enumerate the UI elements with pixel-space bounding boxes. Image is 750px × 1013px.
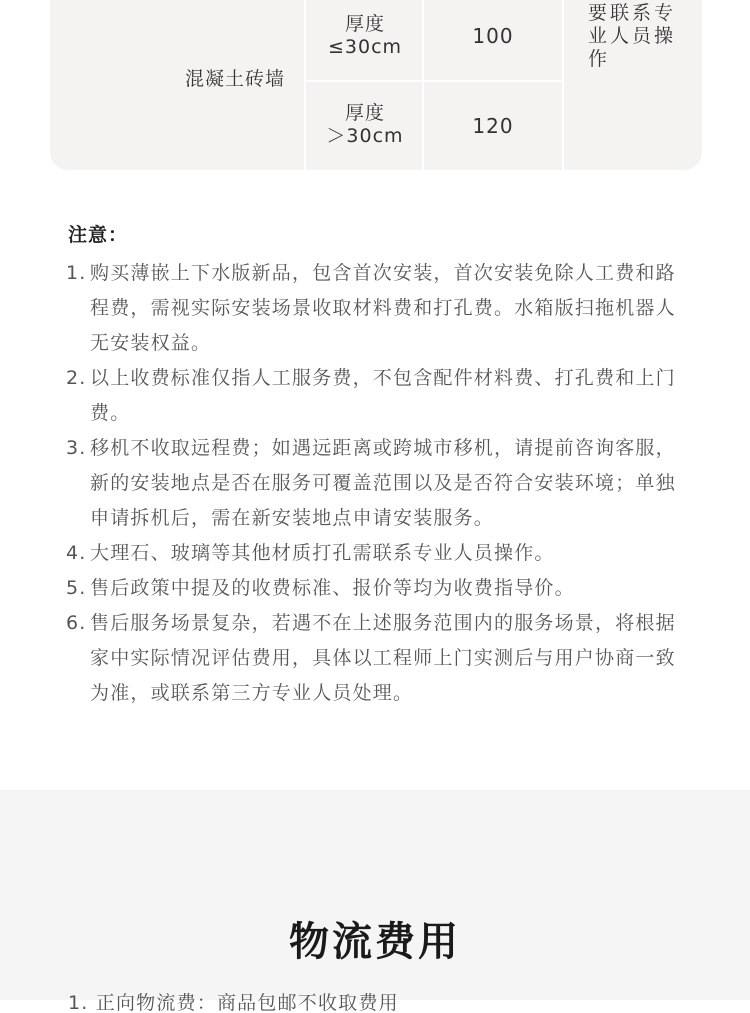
note-text: 移机不收取远程费；如遇远距离或跨城市移机，请提前咨询客服，新的安装地点是否在服务可覆盖范围以及是否符合安装环境；单独申请拆机后，需在新安装地点申请安装服务。 bbox=[90, 437, 676, 529]
table-cell-material: 混凝土砖墙 bbox=[184, 68, 285, 90]
note-text: 售后服务场景复杂，若遇不在上述服务范围内的服务场景，将根据家中实际情况评估费用，具体以工程师上门实测后与用户协商一致为准，或联系第三方专业人员处理。 bbox=[90, 612, 676, 704]
note-item bbox=[66, 361, 686, 431]
table-cell-price: 120 bbox=[472, 114, 514, 138]
table-cell-spec bbox=[300, 102, 430, 148]
table-cell-note bbox=[588, 0, 684, 71]
spec-label: 厚度 bbox=[344, 13, 385, 35]
note-number: 6. bbox=[66, 612, 87, 634]
note-number: 2. bbox=[66, 367, 87, 389]
spec-label: 厚度 bbox=[344, 102, 385, 124]
logistics-section bbox=[0, 790, 750, 1013]
spec-value: ≤30cm bbox=[327, 36, 403, 58]
note-item bbox=[66, 571, 686, 606]
table-cell-spec bbox=[300, 13, 430, 59]
table-cell-price: 100 bbox=[472, 24, 514, 48]
note-text: 以上收费标准仅指人工服务费，不包含配件材料费、打孔费和上门费。 bbox=[90, 367, 676, 424]
fee-table bbox=[50, 0, 702, 170]
spec-value: ＞30cm bbox=[326, 125, 404, 147]
table-column-divider bbox=[562, 0, 564, 170]
note-number: 4. bbox=[66, 542, 87, 564]
note-item bbox=[66, 256, 686, 361]
notes-list bbox=[66, 256, 686, 711]
note-number: 5. bbox=[66, 577, 87, 599]
note-line: 要联系专 bbox=[588, 2, 677, 24]
note-text: 购买薄嵌上下水版新品，包含首次安装，首次安装免除人工费和路程费，需视实际安装场景收取材料费和打孔费。水箱版扫拖机器人无安装权益。 bbox=[90, 262, 676, 354]
note-line: 业人员操 bbox=[588, 25, 677, 47]
notes-title: 注意： bbox=[68, 224, 129, 246]
note-line: 作 bbox=[588, 48, 611, 70]
logistics-partial-line: 1. 正向物流费：商品包邮不收取费用 bbox=[68, 993, 399, 1013]
note-number: 3. bbox=[66, 437, 87, 459]
note-item bbox=[66, 606, 686, 711]
note-text: 售后政策中提及的收费标准、报价等均为收费指导价。 bbox=[90, 577, 575, 599]
table-row-divider bbox=[306, 80, 562, 82]
note-number: 1. bbox=[66, 262, 87, 284]
section-title: 物流费用 bbox=[289, 919, 461, 965]
note-item bbox=[66, 536, 686, 571]
note-item bbox=[66, 431, 686, 536]
note-text: 大理石、玻璃等其他材质打孔需联系专业人员操作。 bbox=[90, 542, 555, 564]
